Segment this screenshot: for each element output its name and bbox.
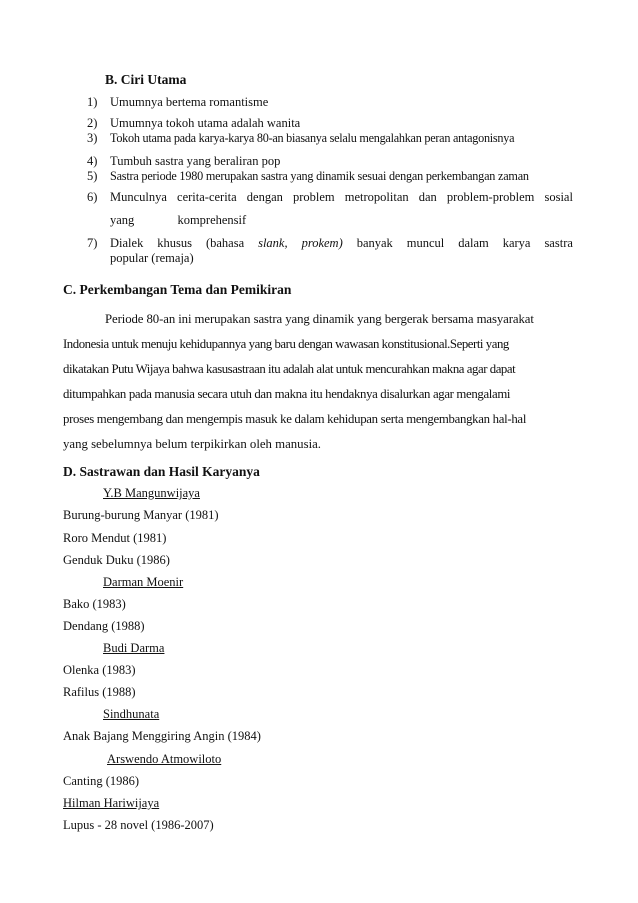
paragraph-text: Indonesia untuk menuju kehidupannya yang baru dengan wawasan konstitusional.Seperti yang [63, 337, 509, 351]
paragraph-text: ditumpahkan pada manusia secara utuh dan makna itu hendaknya disalurkan agar mengalami [63, 387, 511, 401]
paragraph-text: proses mengembang dan mengempis masuk ke dalam kehidupan serta mengembangkan hal-hal [63, 412, 527, 426]
word: metropolitan [344, 190, 409, 204]
word: problem [293, 190, 335, 204]
word: problem-problem [446, 190, 535, 204]
list-item [87, 131, 573, 147]
work-title: Roro Mendut (1981) [63, 531, 167, 545]
word-italic: prokem) [301, 236, 343, 250]
section-b-heading: B. Ciri Utama [105, 72, 187, 87]
list-text: Sastra periode 1980 merupakan sastra yang dinamik sesuai dengan perkembangan zaman [110, 169, 529, 183]
word: dengan [246, 190, 283, 204]
word: komprehensif [177, 213, 247, 227]
list-number: 2) [87, 116, 98, 130]
author-name: Darman Moenir [103, 575, 184, 589]
author-name: Sindhunata [103, 707, 160, 721]
list-number: 6) [87, 190, 98, 204]
word: yang [110, 213, 135, 227]
list-item [87, 116, 573, 132]
list-item [87, 236, 573, 270]
list-item [87, 169, 573, 185]
work-title: Anak Bajang Menggiring Angin (1984) [63, 729, 261, 743]
word: Munculnya [110, 190, 167, 204]
paragraph-line [63, 362, 573, 377]
list-item [87, 95, 573, 111]
list-item [87, 154, 573, 170]
list-number: 7) [87, 236, 98, 250]
list-text-justified-line [110, 236, 573, 251]
list-text-justified-line [110, 190, 573, 205]
paragraph-text: Periode 80-an ini merupakan sastra yang dinamik yang bergerak bersama masyarakat [105, 312, 534, 326]
work-title: Rafilus (1988) [63, 685, 136, 699]
word-italic: slank, [258, 236, 288, 250]
word: Dialek [110, 236, 144, 250]
section-c-heading: C. Perkembangan Tema dan Pemikiran [63, 282, 292, 297]
work-title: Dendang (1988) [63, 619, 145, 633]
list-number: 4) [87, 154, 98, 168]
word: karya [502, 236, 531, 250]
author-name: Budi Darma [103, 641, 165, 655]
list-text-second-line [110, 213, 573, 228]
list-text: Umumnya tokoh utama adalah wanita [110, 116, 301, 130]
author-name: Hilman Hariwijaya [63, 796, 160, 810]
word: dalam [458, 236, 489, 250]
word: (bahasa [205, 236, 245, 250]
paragraph-line [63, 437, 573, 452]
work-title: Bako (1983) [63, 597, 126, 611]
author-name: Arswendo Atmowiloto [107, 752, 222, 766]
list-number: 3) [87, 131, 98, 145]
word: dan [418, 190, 437, 204]
word: khusus [157, 236, 193, 250]
word: sosial [544, 190, 573, 204]
list-number: 5) [87, 169, 98, 183]
word: banyak [356, 236, 393, 250]
list-text: Tokoh utama pada karya-karya 80-an biasanya selalu mengalahkan peran antagonisnya [110, 131, 515, 145]
word: muncul [406, 236, 445, 250]
list-number: 1) [87, 95, 98, 109]
list-text: Tumbuh sastra yang beraliran pop [110, 154, 281, 168]
list-text: Umumnya bertema romantisme [110, 95, 269, 109]
work-title: Lupus - 28 novel (1986-2007) [63, 818, 214, 832]
work-title: Olenka (1983) [63, 663, 136, 677]
paragraph-line [63, 312, 573, 327]
paragraph-line [63, 412, 573, 427]
paragraph-text: dikatakan Putu Wijaya bahwa kasusastraan itu adalah alat untuk mencurahkan makna agar dapat [63, 362, 516, 376]
work-title: Genduk Duku (1986) [63, 553, 170, 567]
section-d-heading: D. Sastrawan dan Hasil Karyanya [63, 464, 260, 479]
word: sastra [544, 236, 573, 250]
word: cerita-cerita [177, 190, 237, 204]
author-name: Y.B Mangunwijaya [103, 486, 200, 500]
list-item [87, 190, 573, 230]
work-title: Canting (1986) [63, 774, 140, 788]
list-text-second-line: popular (remaja) [110, 251, 194, 265]
paragraph-text: yang sebelumnya belum terpikirkan oleh manusia. [63, 437, 321, 451]
paragraph-line [63, 387, 573, 402]
work-title: Burung-burung Manyar (1981) [63, 508, 219, 522]
paragraph-line [63, 337, 573, 352]
